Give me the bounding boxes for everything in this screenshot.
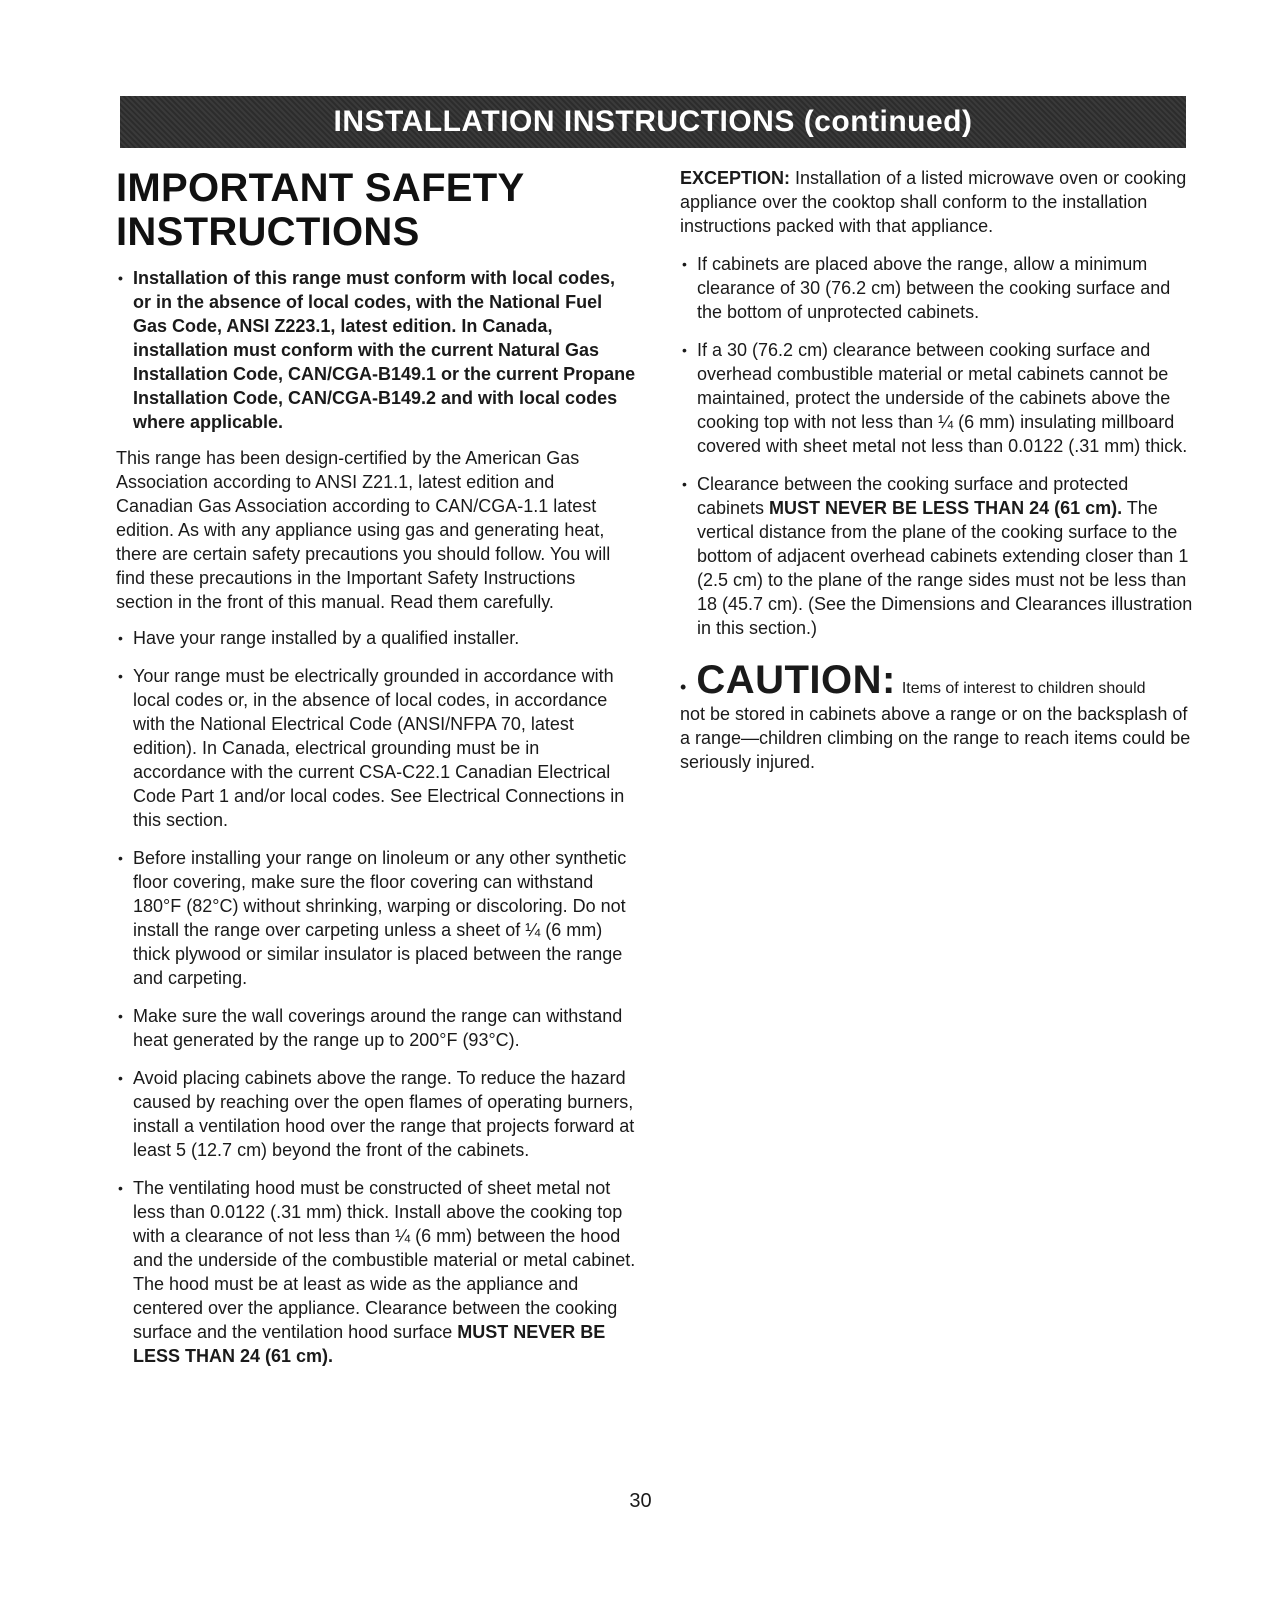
clearance-warning: MUST NEVER BE LESS THAN 24 (61 cm).: [769, 498, 1123, 518]
hood-warning: MUST NEVER BE LESS THAN 24 (61 cm).: [133, 1322, 606, 1366]
right-column: [680, 166, 1200, 774]
exception-label: EXCEPTION:: [680, 168, 791, 188]
list-item: • Make sure the wall coverings around the range can withstand heat generated by the range up to 200°F (93°C).: [116, 1004, 636, 1052]
title-line-1: IMPORTANT SAFETY: [116, 166, 525, 210]
caution-bullet: •: [680, 677, 687, 697]
intro-bullet: • Installation of this range must conform with local codes, or in the absence of local codes, with the National Fuel Gas Code, ANSI Z223.1, latest edition. In Canada, installation must conform with the current Natural Gas Installation Code, CAN/CGA-B149.1 or the current Propane Installation Code, CAN/CGA-B149.2 and with local codes where applicable.: [116, 266, 636, 434]
list-item: • Your range must be electrically grounded in accordance with local codes or, in the absence of local codes, in accordance with the National Electrical Code (ANSI/NFPA 70, latest edition). In Canada, electrical grounding must be in accordance with the current CSA-C22.1 Canadian Electrical Code Part 1 and/or local codes. See Electrical Connections in this section.: [116, 664, 636, 832]
left-column: [116, 166, 636, 1382]
banner-title: INSTALLATION INSTRUCTIONS (continued): [333, 105, 973, 138]
caution-text: not be stored in cabinets above a range or on the backsplash of a range—children climbing on the range to reach items could be seriously injured.: [680, 704, 1191, 772]
caution-word: CAUTION:: [696, 658, 896, 702]
page-title: [116, 166, 636, 254]
clearance-text-1: Clearance between the cooking surface and protected cabinets: [697, 474, 1129, 518]
intro-list: [116, 266, 636, 434]
caution-first-line: Items of interest to children should: [901, 680, 1146, 697]
left-bullet-list: [116, 626, 636, 1368]
page-number: 30: [629, 1490, 652, 1512]
list-item: • Before installing your range on linoleum or any other synthetic floor covering, make sure the floor covering can withstand 180°F (82°C) without shrinking, warping or discoloring. Do not install the range over carpeting unless a sheet of ¼ (6 mm) thick plywood or similar insulator is placed between the range and carpeting.: [116, 846, 636, 990]
exception-text: Installation of a listed microwave oven or cooking appliance over the cooktop shall conform to the installation instructions packed with that appliance.: [680, 168, 1187, 236]
clearance-text-2: The vertical distance from the plane of the cooking surface to the bottom of adjacent overhead cabinets extending closer than 1 (2.5 cm) to the plane of the range sides must not be less than 18 (45.7 cm). (See the Dimensions and Clearances illustration in this section.): [697, 498, 1193, 638]
caution-block: [680, 658, 1200, 774]
certification-paragraph: This range has been design-certified by the American Gas Association according to ANSI Z21.1, latest edition and Canadian Gas Association according to CAN/CGA-1.1 latest edition. As with any appliance using gas and generating heat, there are certain safety precautions you should follow. You will find these precautions in the Important Safety Instructions section in the front of this manual. Read them carefully.: [116, 448, 611, 612]
title-line-2: INSTRUCTIONS: [116, 210, 420, 254]
caution-line: [680, 658, 1200, 702]
right-bullet-list: [680, 252, 1200, 640]
section-banner: [120, 96, 1186, 148]
list-item: • If cabinets are placed above the range, allow a minimum clearance of 30 (76.2 cm) between the cooking surface and the bottom of unprotected cabinets.: [680, 252, 1200, 324]
clearance-list-item: [680, 472, 1200, 640]
hood-text: The ventilating hood must be constructed of sheet metal not less than 0.0122 (.31 mm) thick. Install above the cooking top with a clearance of not less than ¼ (6 mm) between the hood and the underside of the combustible material or metal cabinet. The hood must be at least as wide as the appliance and centered over the appliance. Clearance between the cooking surface and the ventilation hood surface: [133, 1178, 636, 1342]
hood-list-item: [116, 1176, 636, 1368]
exception-paragraph: [680, 166, 1200, 238]
list-item: • If a 30 (76.2 cm) clearance between cooking surface and overhead combustible material or metal cabinets cannot be maintained, protect the underside of the cabinets above the cooking top with not less than ¼ (6 mm) insulating millboard covered with sheet metal not less than 0.0122 (.31 mm) thick.: [680, 338, 1200, 458]
list-item: • Have your range installed by a qualified installer.: [116, 626, 636, 650]
list-item: • Avoid placing cabinets above the range. To reduce the hazard caused by reaching over the open flames of operating burners, install a ventilation hood over the range that projects forward at least 5 (12.7 cm) beyond the front of the cabinets.: [116, 1066, 636, 1162]
